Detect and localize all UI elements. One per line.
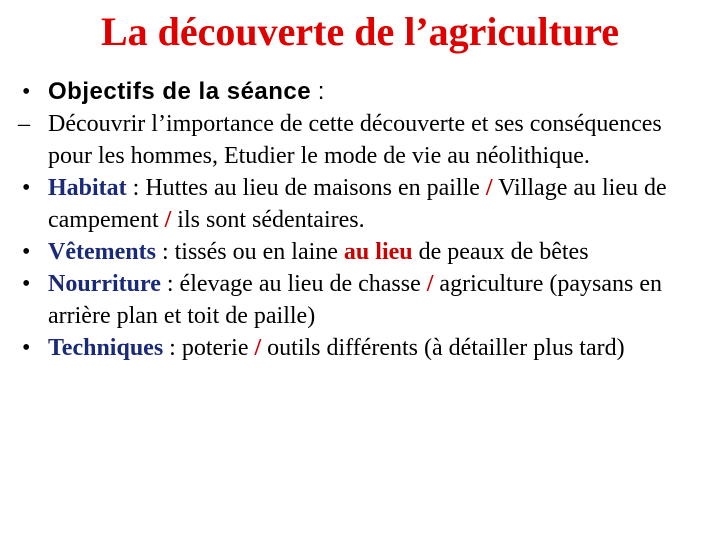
slide-content xyxy=(18,76,708,364)
objectifs-colon: : xyxy=(311,78,325,105)
bullet-marker: • xyxy=(22,271,31,297)
habitat-keyword: Habitat xyxy=(48,175,127,201)
bullet-marker: • xyxy=(22,175,31,201)
bullet-habitat xyxy=(18,172,708,236)
bullet-marker: • xyxy=(22,335,31,361)
bullet-objectifs xyxy=(18,76,708,108)
vetements-text-1: : tissés ou en laine xyxy=(155,239,344,265)
habitat-text-2: Village au lieu de campement xyxy=(48,175,667,233)
objectifs-description: Découvrir l’importance de cette découverte et ses conséquences pour les hommes, Etudier le mode de vie au néolithique. xyxy=(48,111,662,169)
habitat-separator-2: / xyxy=(164,207,172,233)
techniques-text-2: outils différents (à détailler plus tard) xyxy=(261,335,625,361)
techniques-keyword: Techniques xyxy=(48,335,164,361)
techniques-separator: / xyxy=(254,335,262,361)
vetements-keyword: Vêtements xyxy=(48,239,156,265)
habitat-text-1: : Huttes au lieu de maisons en paille xyxy=(126,175,486,201)
vetements-text-2: de peaux de bêtes xyxy=(412,239,589,265)
bullet-marker: • xyxy=(22,239,31,265)
nourriture-text-2: agriculture (paysans en arrière plan et toit de paille) xyxy=(48,271,662,329)
habitat-text-3: ils sont sédentaires. xyxy=(171,207,365,233)
nourriture-keyword: Nourriture xyxy=(48,271,161,297)
bullet-vetements xyxy=(18,236,708,268)
nourriture-text-1: : élevage au lieu de chasse xyxy=(160,271,427,297)
objectifs-text xyxy=(18,108,708,172)
dash-marker: – xyxy=(18,111,30,137)
bullet-marker: • xyxy=(22,79,31,105)
vetements-highlight: au lieu xyxy=(343,239,413,265)
objectifs-label: Objectifs de la séance xyxy=(48,78,312,105)
bullet-techniques xyxy=(18,332,708,364)
habitat-separator-1: / xyxy=(485,175,493,201)
slide-title: La découverte de l’agriculture xyxy=(100,9,620,54)
nourriture-separator: / xyxy=(426,271,434,297)
techniques-text-1: : poterie xyxy=(163,335,255,361)
bullet-nourriture xyxy=(18,268,708,332)
